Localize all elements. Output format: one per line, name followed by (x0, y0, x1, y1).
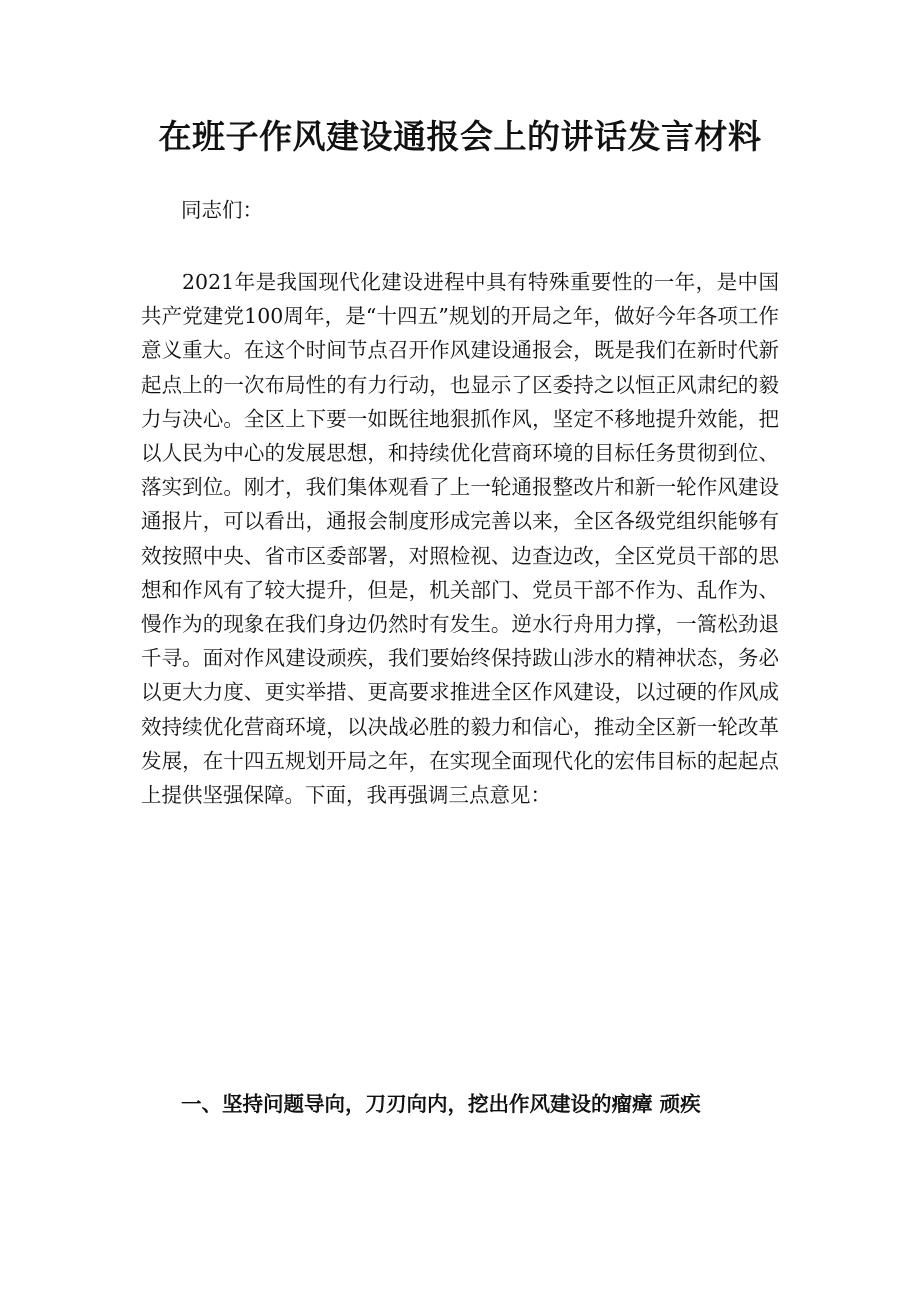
body-paragraph: 2021年是我国现代化建设进程中具有特殊重要性的一年，是中国共产党建党100周年，是“十四五”规划的开局之年，做好今年各项工作意义重大。在这个时间节点召开作风建设通报会，既是我们在新时代新起点上的一次布局性的有力行动，也显示了区委持之以恒正风肃纪的毅力与决心。全区上下要一如既往地狠抓作风，坚定不移地提升效能，把以人民为中心的发展思想，和持续优化营商环境的目标任务贯彻到位、落实到位。刚才，我们集体观看了上一轮通报整改片和新一轮作风建设通报片，可以看出，通报会制度形成完善以来，全区各级党组织能够有效按照中央、省市区委部署，对照检视、边查边改，全区党员干部的思想和作风有了较大提升，但是，机关部门、党员干部不作为、乱作为、慢作为的现象在我们身边仍然时有发生。逆水行舟用力撑，一篙松劲退千寻。面对作风建设顽疾，我们要始终保持跋山涉水的精神状态，务必以更大力度、更实举措、更高要求推进全区作风建设，以过硬的作风成效持续优化营商环境，以决战必胜的毅力和信心，推动全区新一轮改革发展，在十四五规划开局之年，在实现全面现代化的宏伟目标的起起点上提供坚强保障。下面，我再强调三点意见： (141, 270, 779, 808)
document-title: 在班子作风建设通报会上的讲话发言材料 (158, 117, 762, 156)
salutation: 同志们： (181, 198, 263, 222)
section-heading: 一、坚持问题导向，刀刃向内，挖出作风建设的瘤瘴 顽疾 (181, 1092, 701, 1116)
